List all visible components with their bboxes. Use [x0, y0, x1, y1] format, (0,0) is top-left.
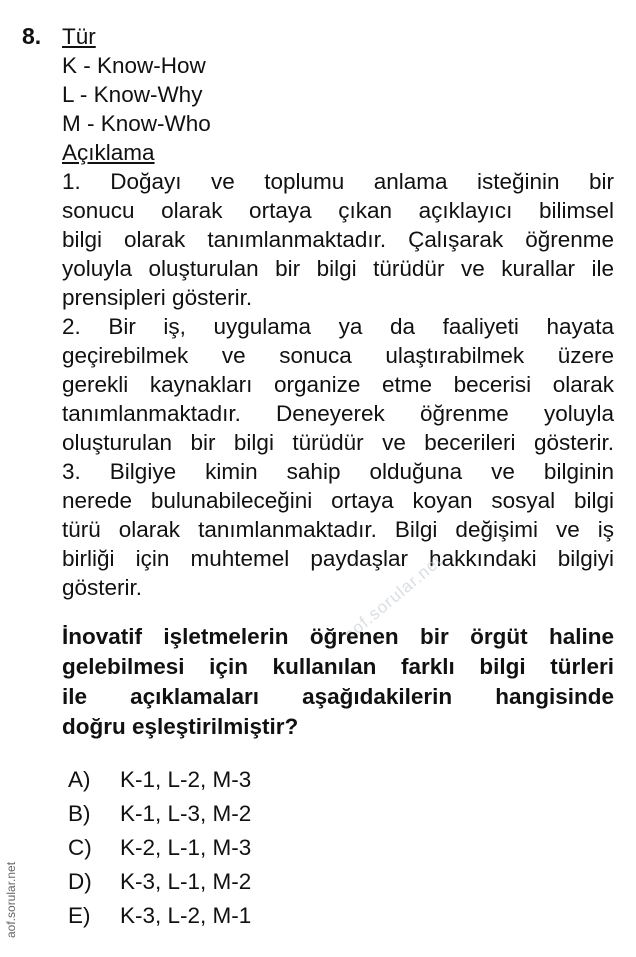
option-text: K-3, L-1, M-2 — [120, 869, 252, 894]
option-text: K-1, L-3, M-2 — [120, 801, 252, 826]
type-item-m: M - Know-Who — [62, 111, 211, 136]
option-e[interactable] — [68, 899, 251, 933]
question-line: İnovatif işletmelerin öğrenen bir örgüt haline — [62, 624, 614, 649]
watermark-side: aof.sorular.net — [4, 861, 18, 938]
explanation-line: bilgi olarak tanımlanmaktadır. Çalışarak öğrenme — [62, 227, 614, 252]
explanation-line: türü olarak tanımlanmaktadır. Bilgi değişimi ve iş — [62, 517, 614, 542]
option-text: K-2, L-1, M-3 — [120, 835, 252, 860]
explanation-1 — [62, 167, 614, 312]
question-stem — [62, 622, 614, 742]
question-number: 8. — [22, 23, 42, 49]
question-line: gelebilmesi için kullanılan farklı bilgi türleri — [62, 654, 614, 679]
explanation-line: nerede bulunabileceğini ortaya koyan sosyal bilgi — [62, 488, 614, 513]
types-heading: Tür — [62, 24, 96, 49]
explanation-line: 2. Bir iş, uygulama ya da faaliyeti hayata — [62, 314, 614, 339]
option-letter: A) — [68, 767, 91, 792]
option-letter: C) — [68, 835, 92, 860]
explanations-heading: Açıklama — [62, 140, 155, 165]
explanation-line: gerekli kaynakları organize etme becerisi olarak — [62, 372, 614, 397]
explanation-line: oluşturulan bir bilgi türüdür ve becerileri gösterir. — [62, 430, 614, 455]
type-item-k: K - Know-How — [62, 53, 206, 78]
explanation-line: yoluyla oluşturulan bir bilgi türüdür ve kurallar ile — [62, 256, 614, 281]
option-letter: E) — [68, 903, 91, 928]
question-line: ile açıklamaları aşağıdakilerin hangisinde — [62, 684, 614, 709]
explanation-line: sonucu olarak ortaya çıkan açıklayıcı bilimsel — [62, 198, 614, 223]
question-body — [62, 22, 614, 602]
option-text: K-1, L-2, M-3 — [120, 767, 252, 792]
explanation-line: tanımlanmaktadır. Deneyerek öğrenme yoluyla — [62, 401, 614, 426]
explanation-line: 1. Doğayı ve toplumu anlama isteğinin bir — [62, 169, 614, 194]
question-line: doğru eşleştirilmiştir? — [62, 714, 299, 739]
option-c[interactable] — [68, 831, 251, 865]
explanation-line: prensipleri gösterir. — [62, 285, 253, 310]
type-item-l: L - Know-Why — [62, 82, 203, 107]
option-b[interactable] — [68, 797, 251, 831]
option-letter: B) — [68, 801, 91, 826]
explanation-line: geçirebilmek ve sonuca ulaştırabilmek üzere — [62, 343, 614, 368]
explanation-3 — [62, 457, 614, 602]
option-d[interactable] — [68, 865, 251, 899]
explanation-2 — [62, 312, 614, 457]
explanation-line: gösterir. — [62, 575, 143, 600]
option-a[interactable] — [68, 763, 251, 797]
option-letter: D) — [68, 869, 92, 894]
option-text: K-3, L-2, M-1 — [120, 903, 252, 928]
answer-options — [68, 763, 251, 933]
watermark-diagonal: aof.sorular.net — [340, 551, 447, 645]
explanation-line: 3. Bilgiye kimin sahip olduğuna ve bilginin — [62, 459, 614, 484]
explanation-line: birliği için muhtemel paydaşlar hakkındaki bilgiyi — [62, 546, 614, 571]
